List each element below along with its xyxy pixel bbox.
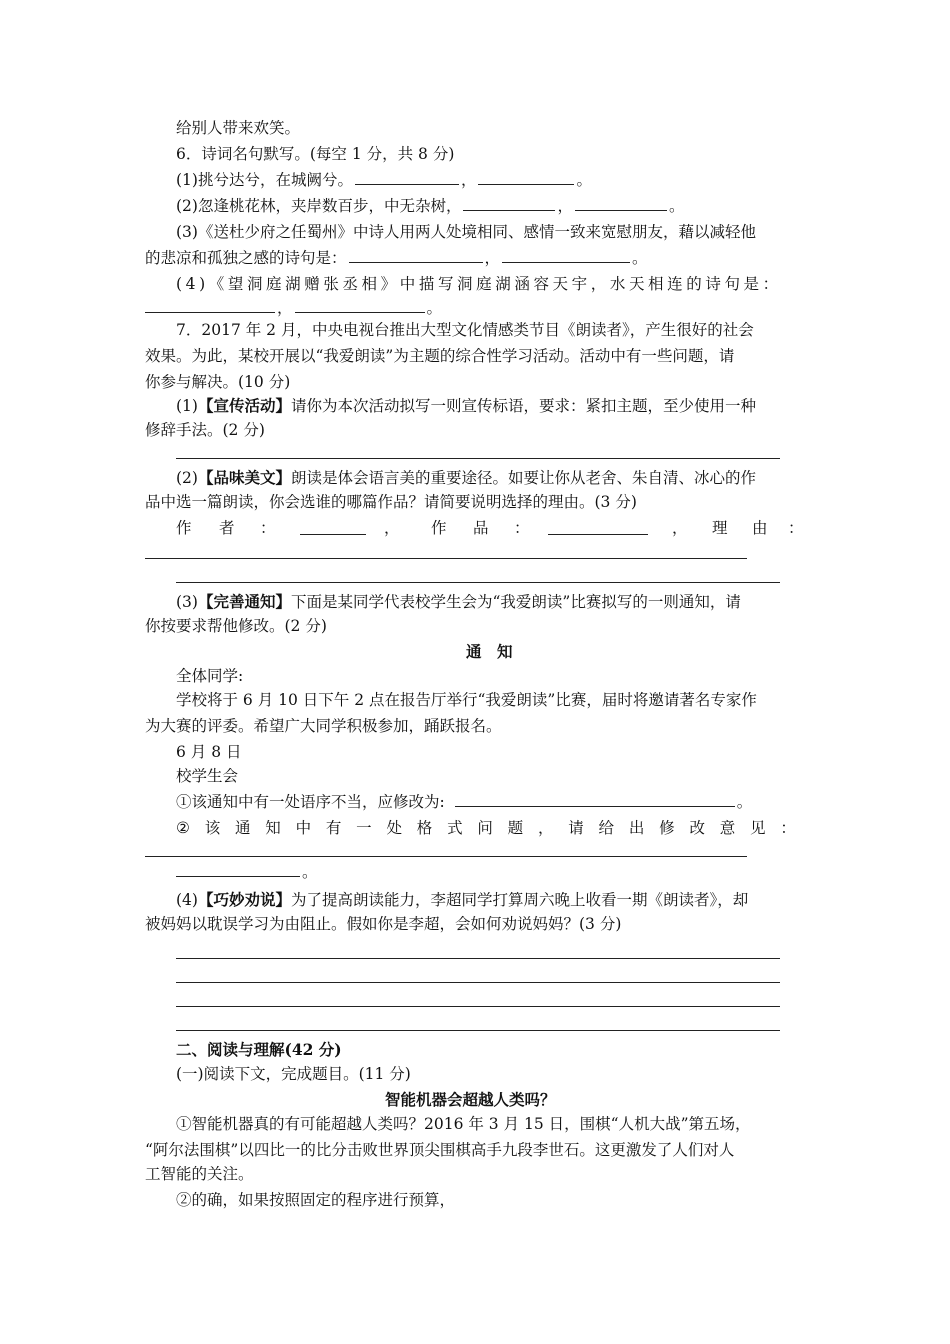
char: 处 — [386, 819, 402, 837]
char: 问 — [477, 819, 493, 837]
char: 有 — [325, 819, 342, 837]
article-title: 智能机器会超越人类吗？ — [385, 1090, 556, 1109]
question-7-3-c2-line2 — [176, 862, 318, 882]
text-line: 给别人带来欢笑。 — [176, 119, 301, 137]
answer-blank[interactable] — [176, 862, 300, 877]
period: 。 — [426, 299, 443, 317]
char: 题 — [507, 819, 524, 837]
period: 。 — [632, 249, 648, 267]
answer-line[interactable] — [176, 958, 780, 959]
answer-blank[interactable] — [478, 170, 574, 185]
question-6-4-line2 — [145, 298, 442, 318]
char: ： — [514, 519, 530, 537]
q7-1-tag: 【宣传活动】 — [197, 396, 291, 415]
q7-4-text: 为了提高朗读能力，李超同学打算周六晚上收看一期《朗读者》，却 — [290, 891, 749, 909]
char: ： — [260, 519, 276, 537]
char: 改 — [689, 819, 705, 837]
answer-blank[interactable] — [355, 170, 459, 185]
char: 通 — [234, 819, 251, 837]
q7-4-tag: 【巧妙劝说】 — [197, 890, 291, 909]
notice-date: 6 月 8 日 — [176, 743, 242, 761]
comma: ， — [484, 249, 501, 267]
period: 。 — [302, 863, 318, 881]
answer-blank[interactable] — [349, 248, 483, 263]
char: 者 — [219, 519, 235, 537]
q7-2-number: (2) — [176, 469, 198, 487]
q6-3-text: 的悲凉和孤独之感的诗句是： — [145, 249, 347, 267]
question-7-4-line2: 被妈妈以耽误学习为由阻止。假如你是李超，会如何劝说妈妈？(3 分) — [145, 915, 622, 933]
period: 。 — [576, 171, 592, 189]
char: ： — [788, 519, 804, 537]
answer-line[interactable] — [176, 1006, 780, 1007]
comma: ， — [460, 171, 477, 189]
char: 格 — [416, 819, 433, 837]
article-p2-line1: ②的确，如果按照固定的程序进行预算， — [176, 1191, 456, 1209]
notice-body-line1: 学校将于 6 月 10 日下午 2 点在报告厅举行“我爱朗读”比赛，届时将邀请著名专家作 — [176, 691, 757, 709]
answer-line[interactable] — [176, 982, 780, 983]
answer-blank[interactable] — [145, 298, 275, 313]
q7-2-text: 朗读是体会语言美的重要途径。如要让你从老舍、朱自清、冰心的作 — [290, 469, 756, 487]
question-7-1-line1 — [176, 396, 756, 416]
char: ， — [672, 519, 688, 537]
char: 作 — [176, 519, 192, 537]
char: 修 — [659, 819, 675, 837]
notice-recipient: 全体同学: — [176, 667, 244, 685]
question-6-title: 6．诗词名句默写。(每空 1 分，共 8 分) — [176, 145, 455, 163]
q7-1-text: 请你为本次活动拟写一则宣传标语，要求：紧扣主题，至少使用一种 — [290, 397, 756, 415]
q7-4-number: (4) — [176, 891, 198, 909]
period: 。 — [736, 793, 753, 811]
section-2-part-1: (一)阅读下文，完成题目。(11 分) — [176, 1065, 411, 1083]
author-blank[interactable] — [300, 520, 366, 535]
question-7-2-line2: 品中选一篇朗读，你会选谁的哪篇作品？请简要说明选择的理由。(3 分) — [145, 493, 637, 511]
char: 品 — [473, 519, 489, 537]
comma: ， — [557, 197, 573, 215]
char: ： — [780, 819, 796, 837]
answer-blank[interactable] — [455, 792, 735, 807]
answer-blank[interactable] — [295, 298, 425, 313]
char: 知 — [265, 819, 281, 837]
char: 该 — [204, 819, 221, 837]
article-p1-line1: ①智能机器真的有可能超越人类吗？2016 年 3 月 15 日，围棋“人机大战”第五场， — [176, 1115, 751, 1133]
question-6-3-line2 — [145, 248, 648, 268]
question-6-1 — [176, 170, 592, 190]
question-7-line2: 效果。为此，某校开展以“我爱朗读”为主题的综合性学习活动。活动中有一些问题，请 — [145, 347, 735, 365]
char: 理 — [712, 519, 728, 537]
article-p1-line3: 工智能的关注。 — [145, 1165, 254, 1183]
question-7-4-line1 — [176, 890, 748, 910]
notice-signature: 校学生会 — [176, 767, 239, 785]
answer-line[interactable] — [145, 856, 747, 857]
question-6-4-line1: (4)《望洞庭湖赠张丞相》中描写洞庭湖涵容天宇，水天相连的诗句是： — [176, 275, 782, 293]
char: 见 — [750, 819, 766, 837]
answer-blank[interactable] — [575, 196, 667, 211]
q7-3-number: (3) — [176, 593, 198, 611]
char: 给 — [598, 819, 615, 837]
question-7-3-line2: 你按要求帮他修改。(2 分) — [145, 617, 327, 635]
question-7-3-line1 — [176, 592, 741, 612]
q7-3-tag: 【完善通知】 — [197, 592, 291, 611]
char: 由 — [752, 519, 768, 537]
char: 意 — [719, 819, 736, 837]
question-7-line3: 你参与解决。(10 分) — [145, 373, 291, 391]
q7-3-text: 下面是某同学代表校学生会为“我爱朗读”比赛拟写的一则通知，请 — [290, 593, 741, 611]
char: 一 — [356, 819, 372, 837]
char: 请 — [568, 819, 584, 837]
question-7-3-c2 — [176, 818, 796, 838]
question-6-2 — [176, 196, 685, 216]
char: ， — [537, 819, 554, 837]
question-6-3-line1: (3)《送杜少府之任蜀州》中诗人用两人处境相同、感情一致来宽慰朋友，藉以减轻他 — [176, 223, 756, 241]
section-2-title: 二、阅读与理解(42 分) — [176, 1040, 342, 1059]
answer-line[interactable] — [176, 1030, 780, 1031]
q7-1-number: (1) — [176, 397, 198, 415]
question-7-line1: 7．2017 年 2 月，中央电视台推出大型文化情感类节目《朗读者》，产生很好的社会 — [176, 321, 754, 339]
work-blank[interactable] — [548, 520, 648, 535]
notice-body-line2: 为大赛的评委。希望广大同学积极参加，踊跃报名。 — [145, 717, 502, 735]
char: 中 — [295, 819, 312, 837]
char: 出 — [628, 819, 645, 837]
answer-line[interactable] — [145, 558, 747, 559]
answer-line[interactable] — [176, 458, 780, 459]
answer-blank[interactable] — [463, 196, 555, 211]
q6-2-text: (2)忽逢桃花林，夹岸数百步，中无杂树， — [176, 197, 462, 215]
question-7-1-line2: 修辞手法。(2 分) — [145, 421, 265, 439]
answer-blank[interactable] — [502, 248, 630, 263]
q7-3-c1-text: ①该通知中有一处语序不当，应修改为: — [176, 793, 445, 811]
comma: ， — [277, 299, 293, 317]
question-7-3-c1 — [176, 792, 752, 812]
period: 。 — [668, 197, 685, 215]
char: 作 — [431, 519, 447, 537]
notice-title: 通 知 — [466, 642, 513, 661]
char: 式 — [447, 819, 463, 837]
q7-2-tag: 【品味美文】 — [197, 468, 291, 487]
q6-1-text: (1)挑兮达兮，在城阙兮。 — [176, 171, 353, 189]
char: ② — [176, 819, 190, 837]
question-7-2-line1 — [176, 468, 756, 488]
answer-line[interactable] — [176, 582, 780, 583]
char: ， — [384, 519, 400, 537]
article-p1-line2: “阿尔法围棋”以四比一的比分击败世界顶尖围棋高手九段李世石。这更激发了人们对人 — [145, 1141, 735, 1159]
